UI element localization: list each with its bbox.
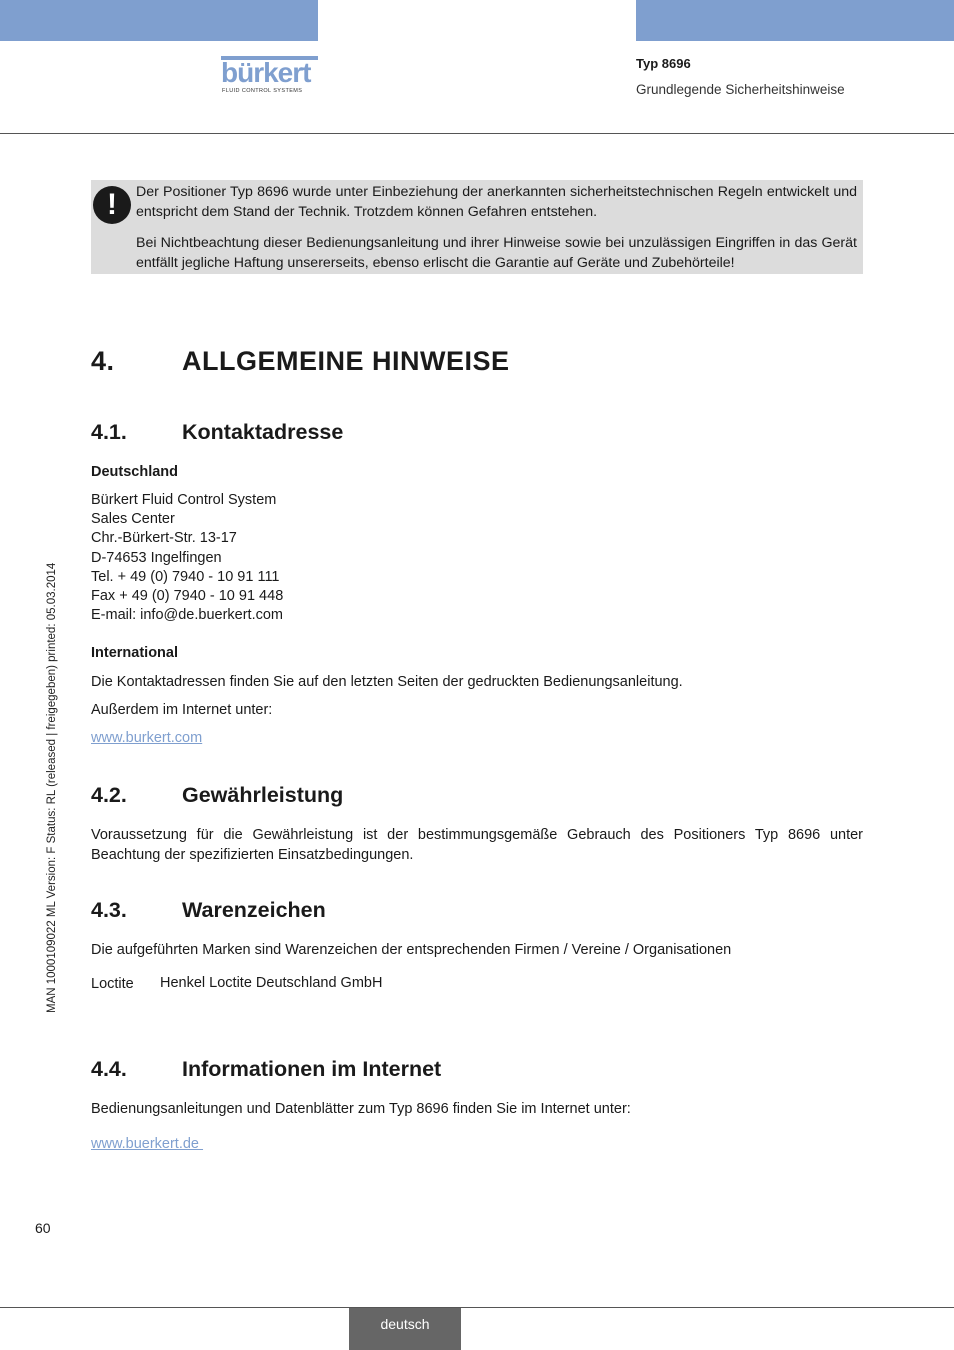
- warning-paragraph-1: Der Positioner Typ 8696 wurde unter Einbeziehung der anerkannten sicherheitstechnischen Regeln entwickelt und entspricht dem Stand der Technik. Trotzdem können Gefahren entstehen.: [136, 184, 857, 220]
- section-heading-gewaehrleistung: [91, 783, 343, 808]
- section-title: Informationen im Internet: [182, 1057, 442, 1081]
- language-tab: deutsch: [349, 1308, 461, 1350]
- section-number: 4.1.: [91, 420, 127, 444]
- address-fax: Fax + 49 (0) 7940 - 10 91 448: [91, 588, 284, 604]
- address-line: D-74653 Ingelfingen: [91, 550, 222, 566]
- section-number: 4.2.: [91, 783, 127, 807]
- chapter-heading: [91, 346, 510, 377]
- chapter-title: ALLGEMEINE HINWEISE: [182, 346, 510, 376]
- internet-text: Außerdem im Internet unter:: [91, 702, 273, 718]
- address-email: E-mail: info@de.buerkert.com: [91, 607, 284, 623]
- warning-exclamation-icon: !: [93, 186, 131, 224]
- logo-wordmark: bürkert: [221, 57, 311, 88]
- international-text: Die Kontaktadressen finden Sie auf den letzten Seiten der gedruckten Bedienungsanleitung.: [91, 674, 683, 690]
- section-heading-kontakt: [91, 420, 343, 445]
- internet-info-text: Bedienungsanleitungen und Datenblätter zum Typ 8696 finden Sie im Internet unter:: [91, 1101, 631, 1117]
- header-divider: [0, 133, 954, 134]
- logo-subtitle: FLUID CONTROL SYSTEMS: [222, 88, 303, 94]
- warning-box: [91, 180, 863, 274]
- chapter-number: 4.: [91, 346, 115, 376]
- document-meta-sidebar: MAN 1000109022 ML Version: F Status: RL (released | freigegeben) printed: 05.03.2014: [46, 562, 58, 1013]
- address-line: Bürkert Fluid Control System: [91, 492, 277, 508]
- trademark-owner: Henkel Loctite Deutschland GmbH: [160, 975, 383, 991]
- section-heading-internet: [91, 1057, 441, 1082]
- label-international: International: [91, 645, 179, 661]
- header-band-left: [0, 0, 318, 41]
- website-link[interactable]: www.buerkert.de: [91, 1136, 204, 1152]
- section-number: 4.3.: [91, 898, 127, 922]
- footer-divider: [0, 1307, 954, 1308]
- address-phone: Tel. + 49 (0) 7940 - 10 91 111: [91, 569, 280, 585]
- address-line: Sales Center: [91, 511, 175, 527]
- warning-text: [136, 182, 857, 273]
- address-line: Chr.-Bürkert-Str. 13-17: [91, 530, 237, 546]
- section-number: 4.4.: [91, 1057, 127, 1081]
- section-title: Gewährleistung: [182, 783, 344, 807]
- header-subtitle: Grundlegende Sicherheitshinweise: [636, 82, 845, 97]
- section-title: Kontaktadresse: [182, 420, 344, 444]
- trademark-brand: Loctite: [91, 976, 134, 992]
- section-title: Warenzeichen: [182, 898, 326, 922]
- label-deutschland: Deutschland: [91, 464, 179, 480]
- header-band-right: [636, 0, 954, 41]
- header-type: Typ 8696: [636, 56, 691, 71]
- warning-paragraph-2: Bei Nichtbeachtung dieser Bedienungsanleitung und ihrer Hinweise sowie bei unzulässigen Eingriffen in das Gerät entfällt jegliche Haftung unsererseits, ebenso erlischt die Garantie auf Geräte und Zubehörteile!: [136, 235, 857, 271]
- section-heading-warenzeichen: [91, 898, 326, 923]
- page-number: 60: [35, 1220, 51, 1236]
- trademark-text: Die aufgeführten Marken sind Warenzeichen der entsprechenden Firmen / Vereine / Organisationen: [91, 942, 732, 958]
- warranty-text: Voraussetzung für die Gewährleistung ist der bestimmungsgemäße Gebrauch des Positioners Typ 8696 unter Beachtung der spezifizierten Einsatzbedingungen.: [91, 827, 863, 863]
- website-link[interactable]: www.burkert.com: [91, 730, 203, 746]
